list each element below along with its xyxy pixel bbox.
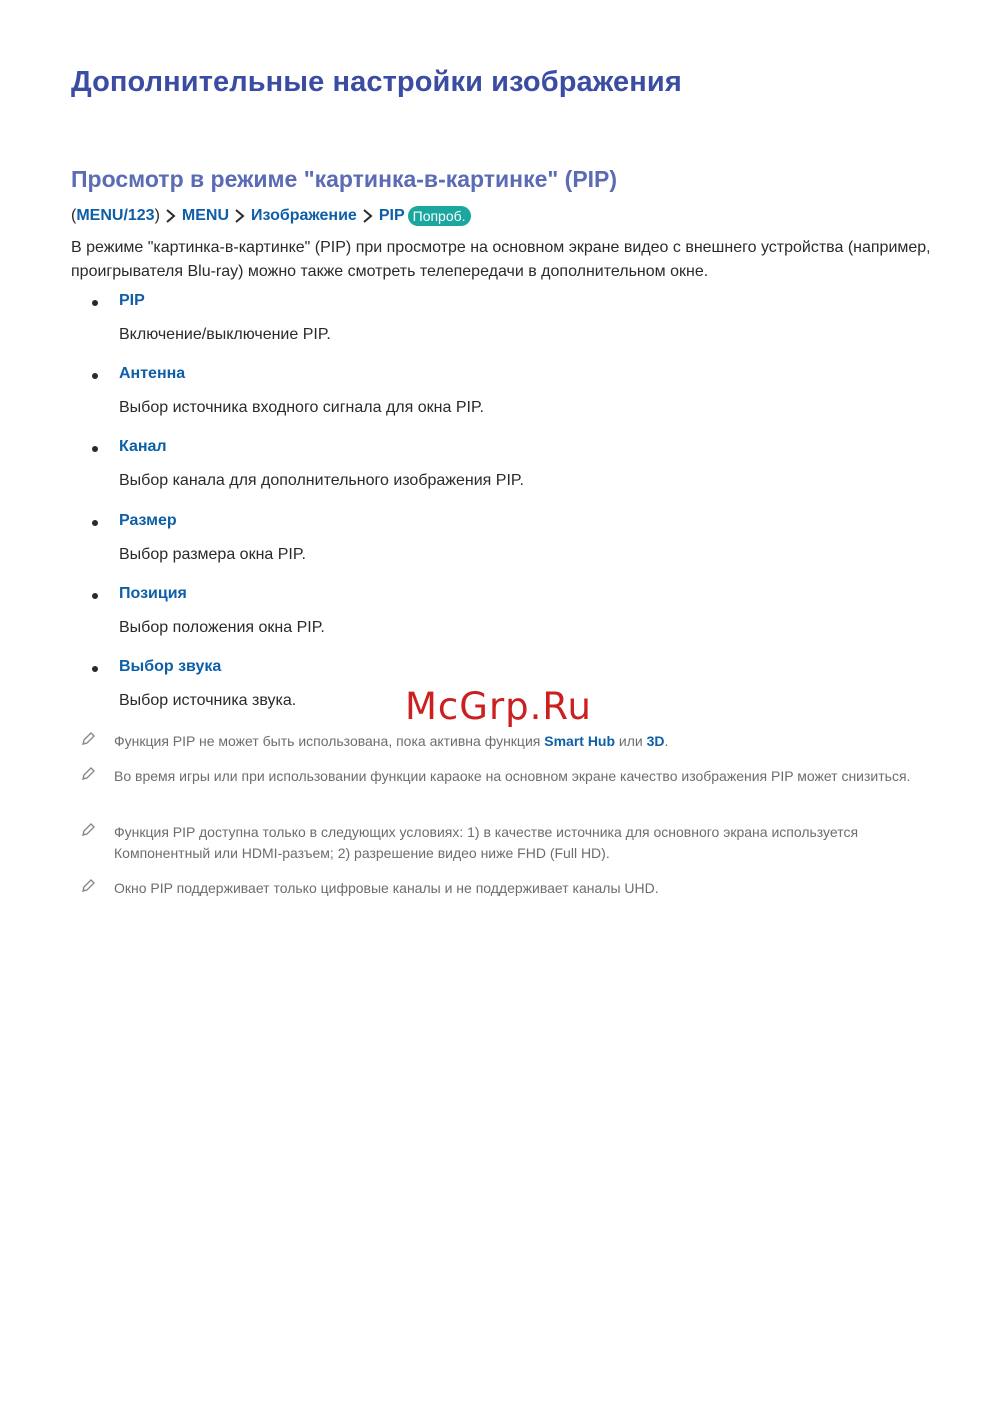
pencil-icon [80,822,96,838]
section-title: Просмотр в режиме "картинка-в-картинке" (PIP) [71,166,618,192]
breadcrumb-menu[interactable]: MENU [181,207,230,224]
option-name[interactable]: Размер [119,512,177,529]
page-title: Дополнительные настройки изображения [71,66,682,98]
list-item [0,292,1000,362]
pencil-icon [80,731,96,747]
option-name[interactable]: Антенна [119,365,186,382]
bullet-dot [92,446,98,452]
pencil-icon [80,766,96,782]
note-text: Окно PIP поддерживает только цифровые каналы и не поддерживает каналы UHD. [114,880,659,896]
bullet-dot [92,373,98,379]
option-description: Выбор канала для дополнительного изображения PIP. [119,472,524,489]
note-text: Функция PIP доступна только в следующих условиях: 1) в качестве источника для основного экрана используется Компонентный или HDMI-разъем; 2) разрешение видео ниже FHD (Full HD). [114,824,859,861]
breadcrumb-pip[interactable]: PIP [378,207,405,224]
option-name[interactable]: Позиция [119,585,187,602]
note-text-part: . [664,733,669,749]
smart-hub-link[interactable]: Smart Hub [544,733,616,749]
option-description: Выбор источника звука. [119,692,297,709]
list-item [0,365,1000,435]
note-text-part: или [615,733,647,749]
breadcrumb-open-paren: ( [71,207,77,224]
breadcrumb-menu123[interactable]: MENU/123 [76,207,155,224]
list-item [0,512,1000,582]
option-name[interactable]: Канал [119,438,167,455]
option-description: Выбор положения окна PIP. [119,619,325,636]
breadcrumb-picture[interactable]: Изображение [251,207,357,224]
try-now-button[interactable]: Попроб. [408,206,471,226]
bullet-dot [92,666,98,672]
list-item [0,585,1000,655]
note-text-part: Функция PIP не может быть использована, пока активна функция [114,733,545,749]
option-name[interactable]: Выбор звука [119,658,222,675]
option-description: Включение/выключение PIP. [119,326,331,343]
option-description: Выбор источника входного сигнала для окна PIP. [119,399,484,416]
bullet-dot [92,520,98,526]
list-item [0,438,1000,508]
option-name[interactable]: PIP [119,292,145,309]
intro-text: В режиме "картинка-в-картинке" (PIP) при просмотре на основном экране видео с внешнего устройства (например, проигрывателя Blu-ray) можно также смотреть телепередачи в дополнительном окне. [71,239,931,280]
watermark: McGrp.Ru [405,685,592,728]
option-description: Выбор размера окна PIP. [119,546,306,563]
breadcrumb-close-paren: ) [154,207,160,224]
bullet-dot [92,300,98,306]
note-text [114,731,934,752]
bullet-dot [92,593,98,599]
pencil-icon [80,878,96,894]
3d-link[interactable]: 3D [646,733,665,749]
note-text: Во время игры или при использовании функции караоке на основном экране качество изображения PIP может снизиться. [114,768,911,784]
